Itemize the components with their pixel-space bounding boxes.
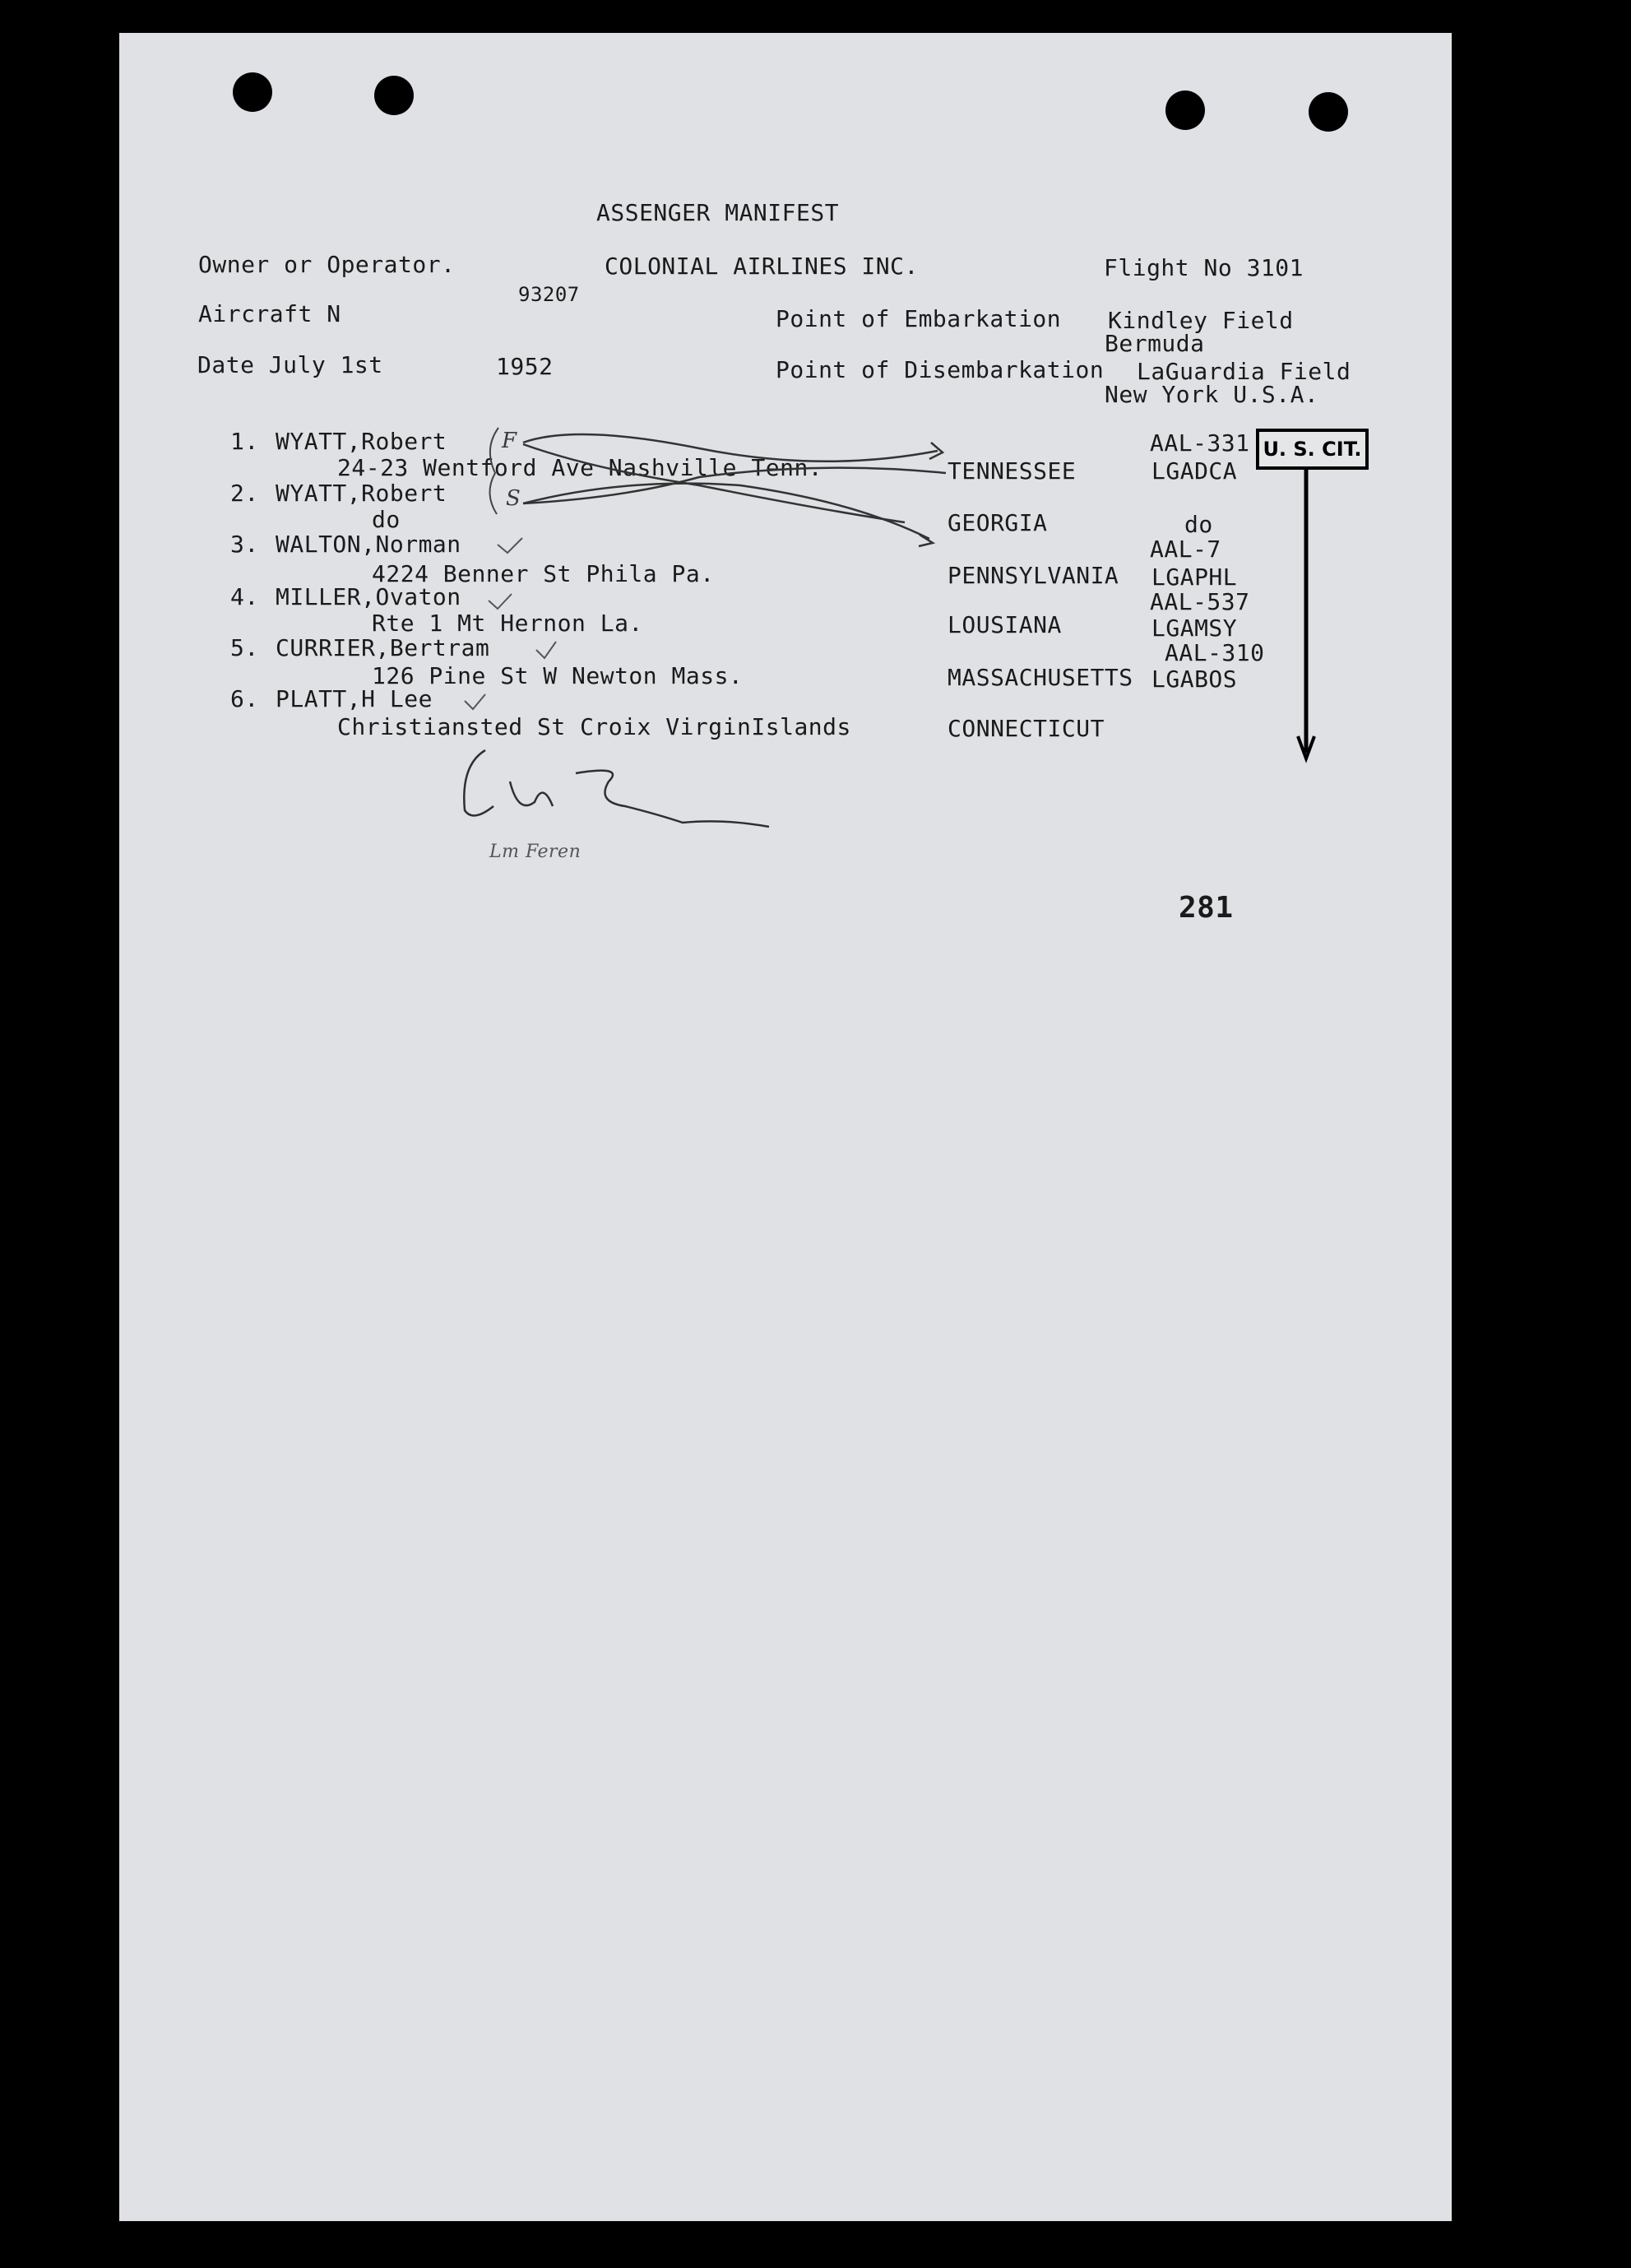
passenger-address: 24-23 Wentford Ave Nashville Tenn. (337, 454, 823, 481)
owner-value: COLONIAL AIRLINES INC. (605, 253, 919, 280)
date-label: Date July 1st (197, 351, 383, 378)
bracket-mark (489, 428, 498, 514)
passenger-name: MILLER,Ovaton (276, 583, 461, 610)
embarkation-place-2: Bermuda (1105, 330, 1205, 357)
passenger-address: Rte 1 Mt Hernon La. (372, 610, 643, 637)
passenger-name: WALTON,Norman (276, 531, 461, 558)
passenger-state: MASSACHUSETTS (948, 664, 1133, 691)
passenger-number: 3. (230, 531, 259, 558)
passenger-state: GEORGIA (948, 509, 1048, 536)
aircraft-label: Aircraft N (198, 300, 341, 327)
passenger-number: 5. (230, 634, 259, 661)
passenger-route: LGAPHL (1151, 564, 1238, 591)
signature-scrawl (464, 750, 769, 827)
check-mark (489, 594, 512, 609)
passenger-address: Christiansted St Croix VirginIslands (337, 713, 851, 740)
embarkation-place: Kindley Field (1108, 307, 1294, 334)
date-year: 1952 (496, 353, 554, 380)
flight-number: Flight No 3101 (1104, 254, 1304, 281)
check-mark (465, 694, 485, 709)
manifest-title: ASSENGER MANIFEST (596, 199, 840, 226)
disembarkation-place: LaGuardia Field (1137, 358, 1351, 385)
page-number: 281 (1179, 891, 1234, 925)
passenger-state: TENNESSEE (948, 457, 1077, 485)
aircraft-number: 93207 (518, 283, 580, 306)
passenger-address: 126 Pine St W Newton Mass. (372, 662, 744, 689)
passenger-state: PENNSYLVANIA (948, 562, 1119, 589)
us-citizen-stamp: U. S. CIT. (1256, 429, 1369, 470)
check-mark (498, 538, 522, 553)
passenger-address: do (372, 506, 401, 533)
passenger-code: AAL-331 (1150, 429, 1250, 457)
owner-label: Owner or Operator. (198, 251, 456, 278)
passenger-route: LGABOS (1151, 666, 1238, 693)
passenger-code: AAL-310 (1165, 639, 1265, 666)
embarkation-label: Point of Embarkation (776, 305, 1062, 332)
passenger-number: 2. (230, 480, 259, 507)
passenger-route: LGADCA (1151, 457, 1238, 485)
passenger-state: LOUSIANA (948, 611, 1062, 638)
passenger-code: AAL-7 (1150, 536, 1221, 563)
signature: Lm Feren (489, 842, 582, 862)
passenger-number: 6. (230, 685, 259, 712)
passenger-number: 1. (230, 428, 259, 455)
passenger-name: PLATT,H Lee (276, 685, 433, 712)
passenger-name: WYATT,Robert (276, 428, 447, 455)
disembarkation-place-2: New York U.S.A. (1105, 381, 1319, 408)
arrow-line (523, 434, 938, 461)
passenger-name: WYATT,Robert (276, 480, 447, 507)
passenger-name: CURRIER,Bertram (276, 634, 490, 661)
passenger-state: CONNECTICUT (948, 715, 1105, 742)
check-mark (536, 642, 556, 658)
handwritten-mark-f: F (502, 429, 517, 453)
passenger-code: AAL-537 (1150, 588, 1250, 615)
passenger-number: 4. (230, 583, 259, 610)
disembarkation-label: Point of Disembarkation (776, 356, 1105, 383)
passenger-route: LGAMSY (1151, 615, 1238, 642)
passenger-code: do (1184, 511, 1213, 538)
passenger-address: 4224 Benner St Phila Pa. (372, 560, 715, 587)
handwritten-mark-s: S (506, 486, 521, 511)
